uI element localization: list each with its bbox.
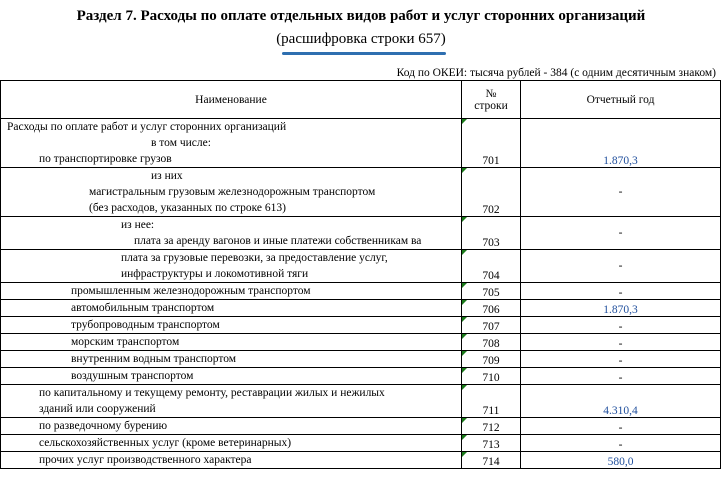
row-name-line: автомобильным транспортом — [71, 302, 215, 314]
row-value-cell: - — [521, 351, 721, 368]
row-value-cell: 1.870,3 — [521, 119, 721, 168]
row-number-cell: 714 — [462, 452, 521, 469]
table-row — [1, 283, 721, 300]
table-row — [1, 351, 721, 368]
table-row — [1, 300, 721, 317]
column-header-name: Наименование — [1, 81, 462, 119]
row-number-cell: 710 — [462, 368, 521, 385]
row-name-line: морским транспортом — [71, 336, 180, 348]
row-number-cell: 709 — [462, 351, 521, 368]
row-name-cell — [1, 452, 462, 469]
row-name-line: сельскохозяйственных услуг (кроме ветеринарных) — [39, 437, 292, 449]
row-name-line: плата за аренду вагонов и иные платежи собственникам ва — [134, 235, 422, 247]
row-number-cell: 711 — [462, 385, 521, 418]
row-value-cell: - — [521, 250, 721, 283]
column-header-num-line2: строки — [474, 99, 508, 112]
table-row — [1, 168, 721, 217]
row-name-line: внутренним водным транспортом — [71, 353, 237, 365]
table-row — [1, 334, 721, 351]
row-name-cell — [1, 435, 462, 452]
row-name-line: (без расходов, указанных по строке 613) — [89, 202, 286, 214]
row-number-cell: 704 — [462, 250, 521, 283]
row-value-cell: - — [521, 217, 721, 250]
subtitle-underline — [282, 52, 446, 55]
row-name-line: по транспортировке грузов — [39, 153, 172, 165]
column-header-value: Отчетный год — [521, 81, 721, 119]
row-name-line: инфраструктуры и локомотивной тяги — [121, 268, 309, 280]
row-value-cell: 580,0 — [521, 452, 721, 469]
row-number-cell: 713 — [462, 435, 521, 452]
row-name-line: из нее: — [121, 219, 155, 231]
column-header-num-line1: № — [485, 87, 497, 100]
row-name-line: по капитальному и текущему ремонту, реставрации жилых и нежилых — [39, 387, 385, 399]
row-name-cell — [1, 168, 462, 217]
row-value-cell: - — [521, 334, 721, 351]
row-name-line: промышленным железнодорожным транспортом — [71, 285, 311, 297]
row-name-cell — [1, 283, 462, 300]
row-name-line: зданий или сооружений — [39, 403, 156, 415]
row-number-cell: 705 — [462, 283, 521, 300]
section-title: Раздел 7. Расходы по оплате отдельных видов работ и услуг сторонних организаций — [76, 8, 646, 24]
row-name-line: прочих услуг производственного характера — [39, 454, 252, 466]
column-header-num — [462, 81, 521, 119]
row-number-cell: 703 — [462, 217, 521, 250]
table-row — [1, 119, 721, 168]
row-name-cell — [1, 351, 462, 368]
row-value-cell: - — [521, 435, 721, 452]
row-name-cell — [1, 119, 462, 168]
row-name-cell — [1, 368, 462, 385]
row-value-cell: - — [521, 168, 721, 217]
row-name-cell — [1, 418, 462, 435]
row-value-cell: 1.870,3 — [521, 300, 721, 317]
section-subtitle: (расшифровка строки 657) — [276, 31, 446, 47]
table-row — [1, 250, 721, 283]
row-name-cell — [1, 217, 462, 250]
table-row — [1, 385, 721, 418]
row-name-cell — [1, 385, 462, 418]
row-name-line: в том числе: — [151, 137, 211, 149]
row-name-cell — [1, 250, 462, 283]
row-value-cell: - — [521, 317, 721, 334]
row-value-cell: - — [521, 283, 721, 300]
table-row — [1, 368, 721, 385]
row-name-line: по разведочному бурению — [39, 420, 168, 432]
row-value-cell: 4.310,4 — [521, 385, 721, 418]
row-value-cell: - — [521, 418, 721, 435]
table-row — [1, 452, 721, 469]
row-name-line: магистральным грузовым железнодорожным транспортом — [89, 186, 376, 198]
row-number-cell: 707 — [462, 317, 521, 334]
table-body — [1, 119, 721, 469]
table-row — [1, 217, 721, 250]
okei-unit-note: Код по ОКЕИ: тысяча рублей - 384 (с одним десятичным знаком) — [396, 67, 716, 79]
row-name-cell — [1, 334, 462, 351]
row-number-cell: 706 — [462, 300, 521, 317]
table-row — [1, 435, 721, 452]
row-value-cell: - — [521, 368, 721, 385]
expenses-table — [0, 80, 721, 469]
row-name-line: воздушным транспортом — [71, 370, 194, 382]
row-name-cell — [1, 300, 462, 317]
row-number-cell: 701 — [462, 119, 521, 168]
table-row — [1, 317, 721, 334]
row-number-cell: 712 — [462, 418, 521, 435]
row-number-cell: 708 — [462, 334, 521, 351]
table-row — [1, 418, 721, 435]
row-name-cell — [1, 317, 462, 334]
row-name-line: Расходы по оплате работ и услуг сторонних организаций — [7, 121, 287, 133]
row-name-line: трубопроводным транспортом — [71, 319, 220, 331]
row-name-line: из них — [151, 170, 183, 182]
row-name-line: плата за грузовые перевозки, за предоставление услуг, — [121, 252, 388, 264]
row-number-cell: 702 — [462, 168, 521, 217]
